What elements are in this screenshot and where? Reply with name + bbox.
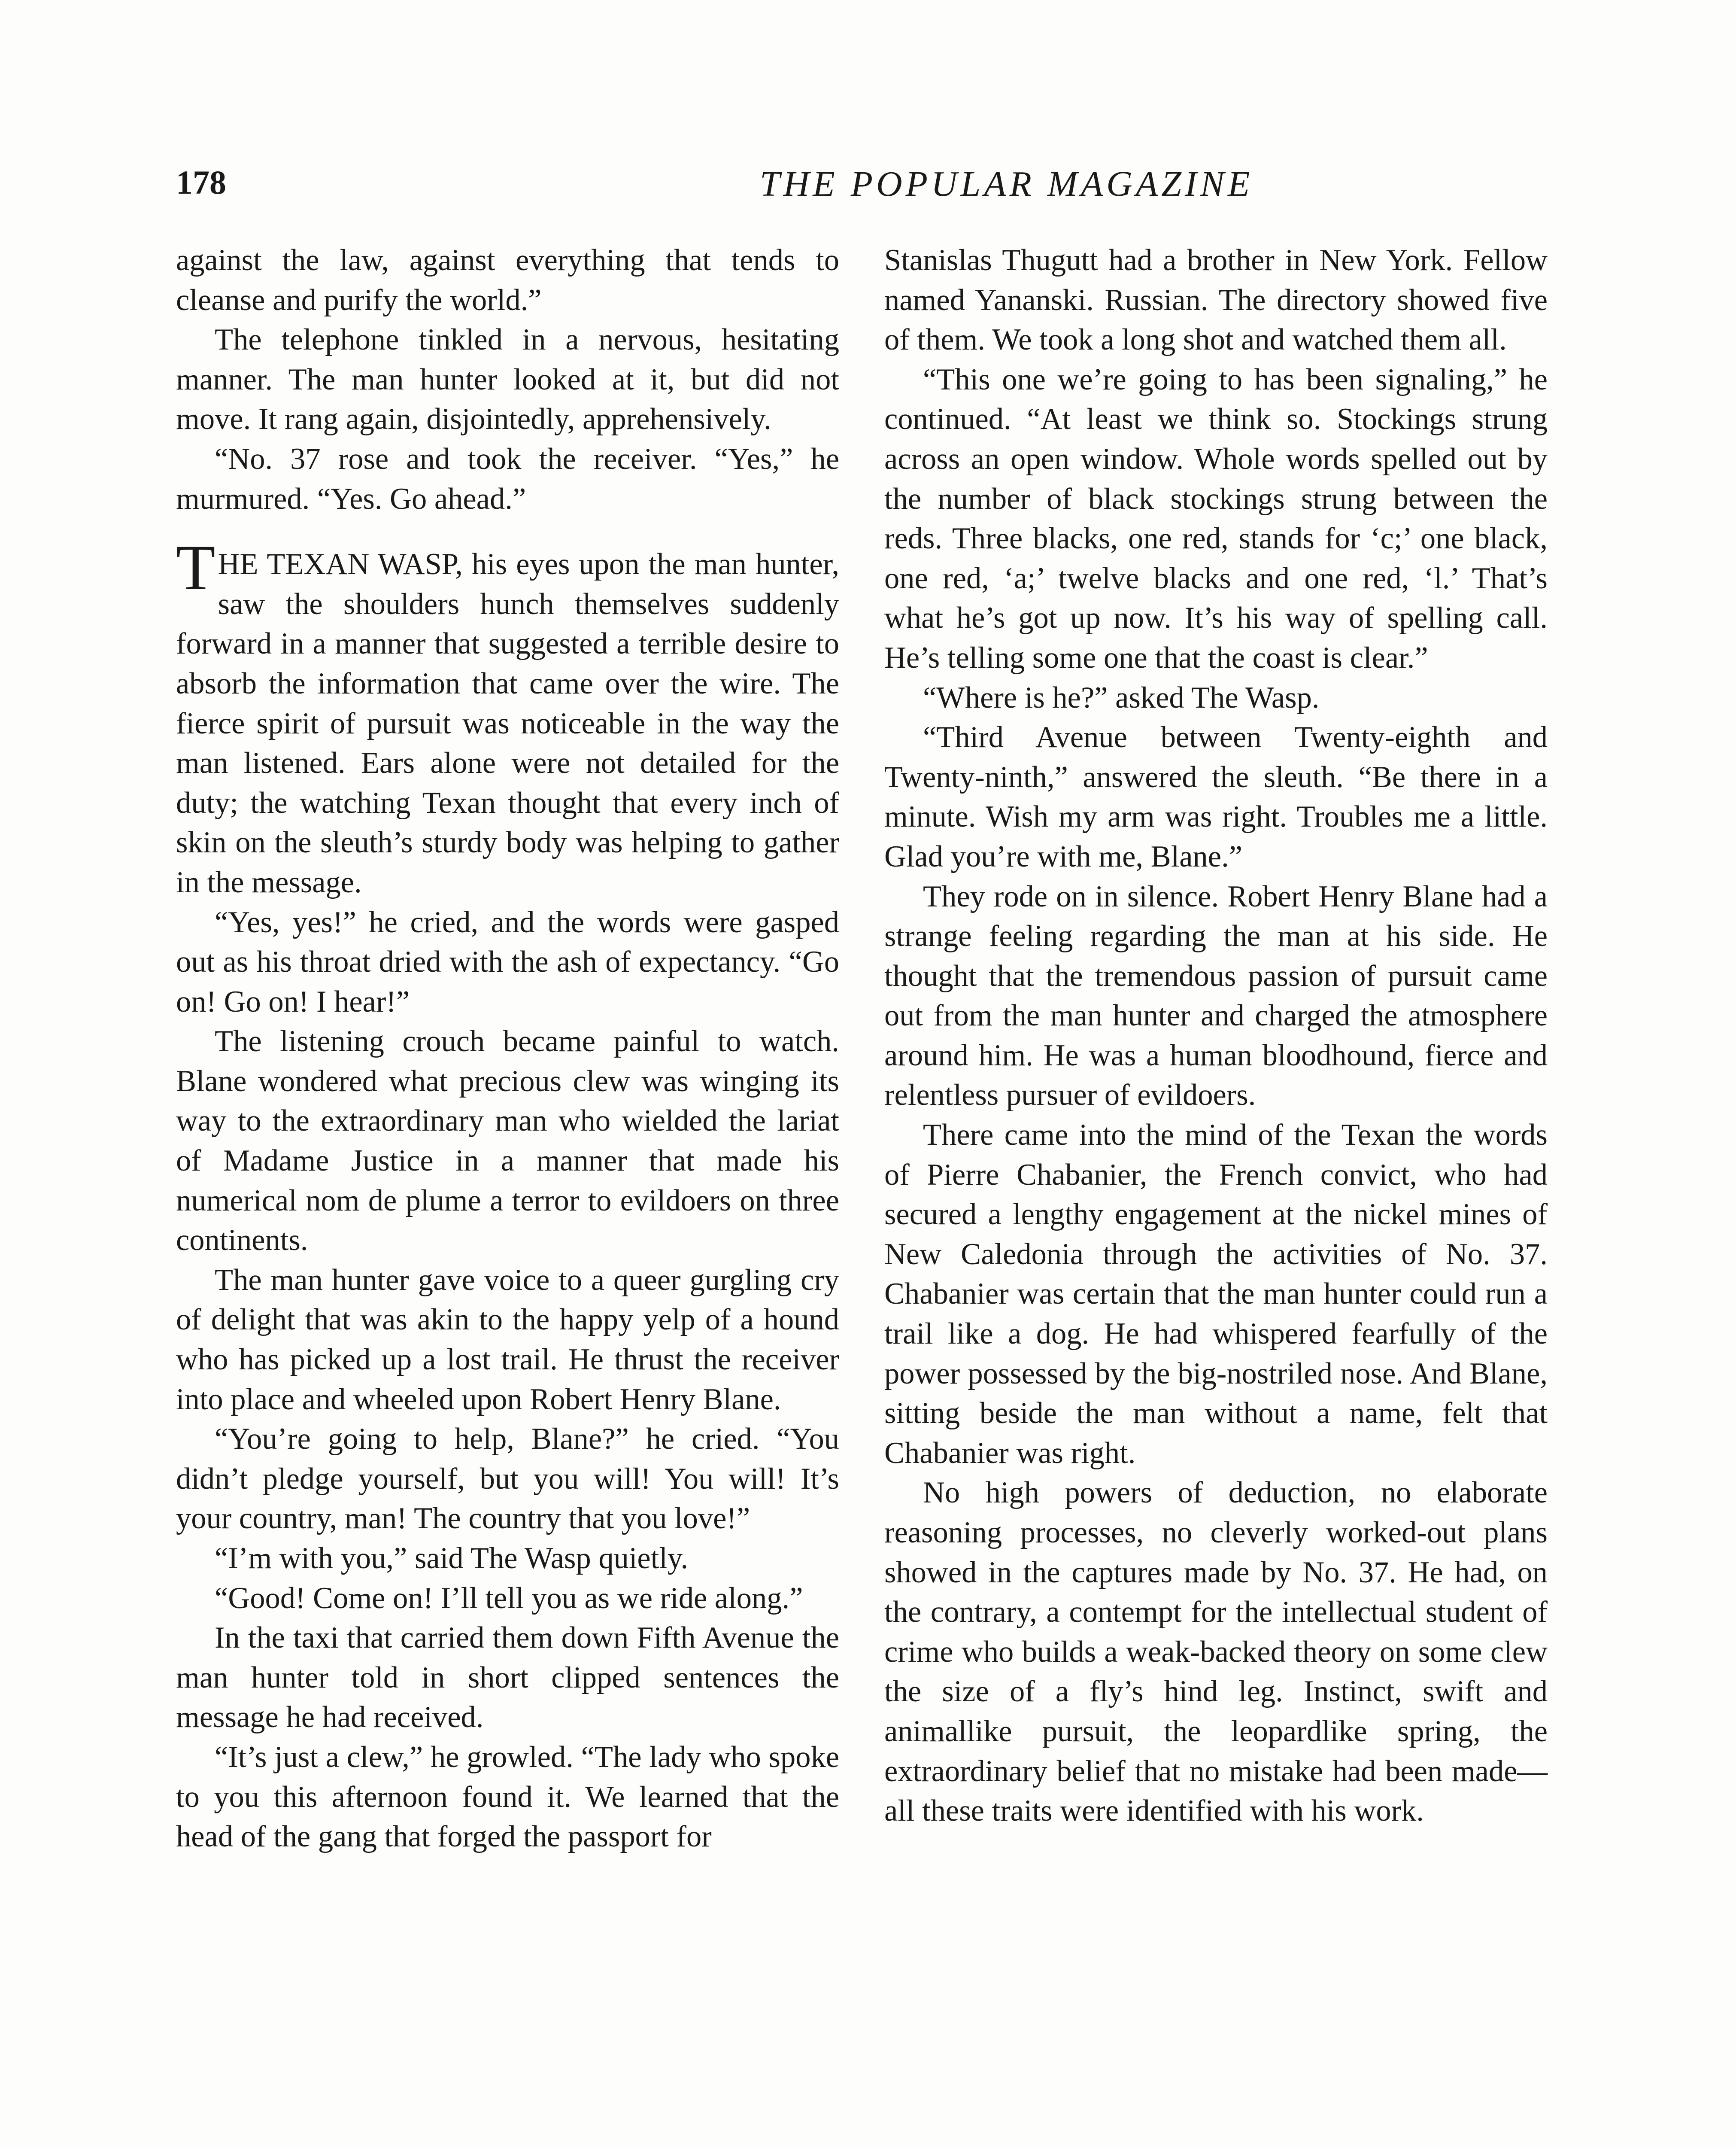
paragraph: “Good! Come on! I’ll tell you as we ride along.” — [215, 1581, 803, 1615]
paragraph: “I’m with you,” said The Wasp quietly. — [215, 1542, 689, 1575]
paragraph: against the law, against everything that tends to cleanse and purify the world.” — [176, 243, 839, 317]
paragraph: The telephone tinkled in a nervous, hesitating manner. The man hunter looked at it, but did not move. It rang again, disjointedly, apprehensively. — [176, 323, 839, 436]
magazine-title: THE POPULAR MAGAZINE — [760, 164, 1253, 204]
drop-cap: T — [176, 532, 215, 604]
paragraph: “No. 37 rose and took the receiver. “Yes,” he murmured. “Yes. Go ahead.” — [176, 442, 839, 516]
paragraph: “Third Avenue between Twenty-eighth and Twenty-ninth,” answered the sleuth. “Be there in a minute. Wish my arm was right. Troubles me a little. Glad you’re with me, Blane.” — [884, 721, 1548, 873]
paragraph: The listening crouch became painful to watch. Blane wondered what precious clew was winging its way to the extraordinary man who wielded the lariat of Madame Justice in a manner that made his numerical nom de plume a terror to evildoers on three continents. — [176, 1025, 839, 1257]
paragraph: No high powers of deduction, no elaborate reasoning processes, no cleverly worked-out plans showed in the captures made by No. 37. He had, on the contrary, a contempt for the intellectual student of crime who builds a weak-backed theory on some clew the size of a fly’s hind leg. Instinct, swift and animallike pursuit, the leopardlike spring, the extraordinary belief that no mistake had been made—all these traits were identified with his work. — [884, 1476, 1548, 1828]
paragraph: They rode on in silence. Robert Henry Blane had a strange feeling regarding the man at his side. He thought that the tremendous passion of pursuit came out from the man hunter and charged the atmosphere around him. He was a human bloodhound, fierce and relentless pursuer of evildoers. — [884, 879, 1548, 1112]
paragraph: “This one we’re going to has been signaling,” he continued. “At least we think so. Stockings strung across an open window. Whole words spelled out by the number of black stockings strung between the reds. Three blacks, one red, stands for ‘c;’ one black, one red, ‘a;’ twelve blacks and one red, ‘l.’ That’s what he’s got up now. It’s his way of spelling call. He’s telling some one that the coast is clear.” — [884, 362, 1548, 675]
section-opening-text: HE TEXAN WASP, his eyes upon the man hunter, saw the shoulders hunch themselves suddenly forward in a manner that suggested a terrible desire to absorb the information that came over the wire. The fierce spirit of pursuit was noticeable in the way the man listened. Ears alone were not detailed for the duty; the watching Texan thought that every inch of skin on the sleuth’s sturdy body was helping to gather in the message. — [176, 547, 839, 899]
paragraph: “It’s just a clew,” he growled. “The lady who spoke to you this afternoon found it. We learned that the head of the gang that forged the passport for — [176, 1740, 839, 1854]
paragraph: “You’re going to help, Blane?” he cried. “You didn’t pledge yourself, but you will! You will! It’s your country, man! The country that you love!” — [176, 1422, 839, 1536]
paragraph: “Yes, yes!” he cried, and the words were gasped out as his throat dried with the ash of expectancy. “Go on! Go on! I hear!” — [176, 905, 839, 1019]
left-column — [176, 240, 839, 1857]
page-number: 178 — [176, 164, 226, 201]
paragraph: “Where is he?” asked The Wasp. — [923, 681, 1320, 715]
page-header — [176, 163, 1563, 215]
paragraph: Stanislas Thugutt had a brother in New York. Fellow named Yananski. Russian. The directory showed five of them. We took a long shot and watched them all. — [884, 243, 1548, 357]
paragraph: The man hunter gave voice to a queer gurgling cry of delight that was akin to the happy yelp of a hound who has picked up a lost trail. He thrust the receiver into place and wheeled upon Robert Henry Blane. — [176, 1263, 839, 1416]
paragraph: In the taxi that carried them down Fifth Avenue the man hunter told in short clipped sentences the message he had received. — [176, 1621, 839, 1734]
section-opening-paragraph — [176, 532, 839, 902]
paragraph: There came into the mind of the Texan the words of Pierre Chabanier, the French convict, who had secured a lengthy engagement at the nickel mines of New Caledonia through the activities of No. 37. Chabanier was certain that the man hunter could run a trail like a dog. He had whispered fearfully of the power possessed by the big-nostriled nose. And Blane, sitting beside the man without a name, felt that Chabanier was right. — [884, 1118, 1548, 1470]
right-column — [884, 240, 1548, 1831]
